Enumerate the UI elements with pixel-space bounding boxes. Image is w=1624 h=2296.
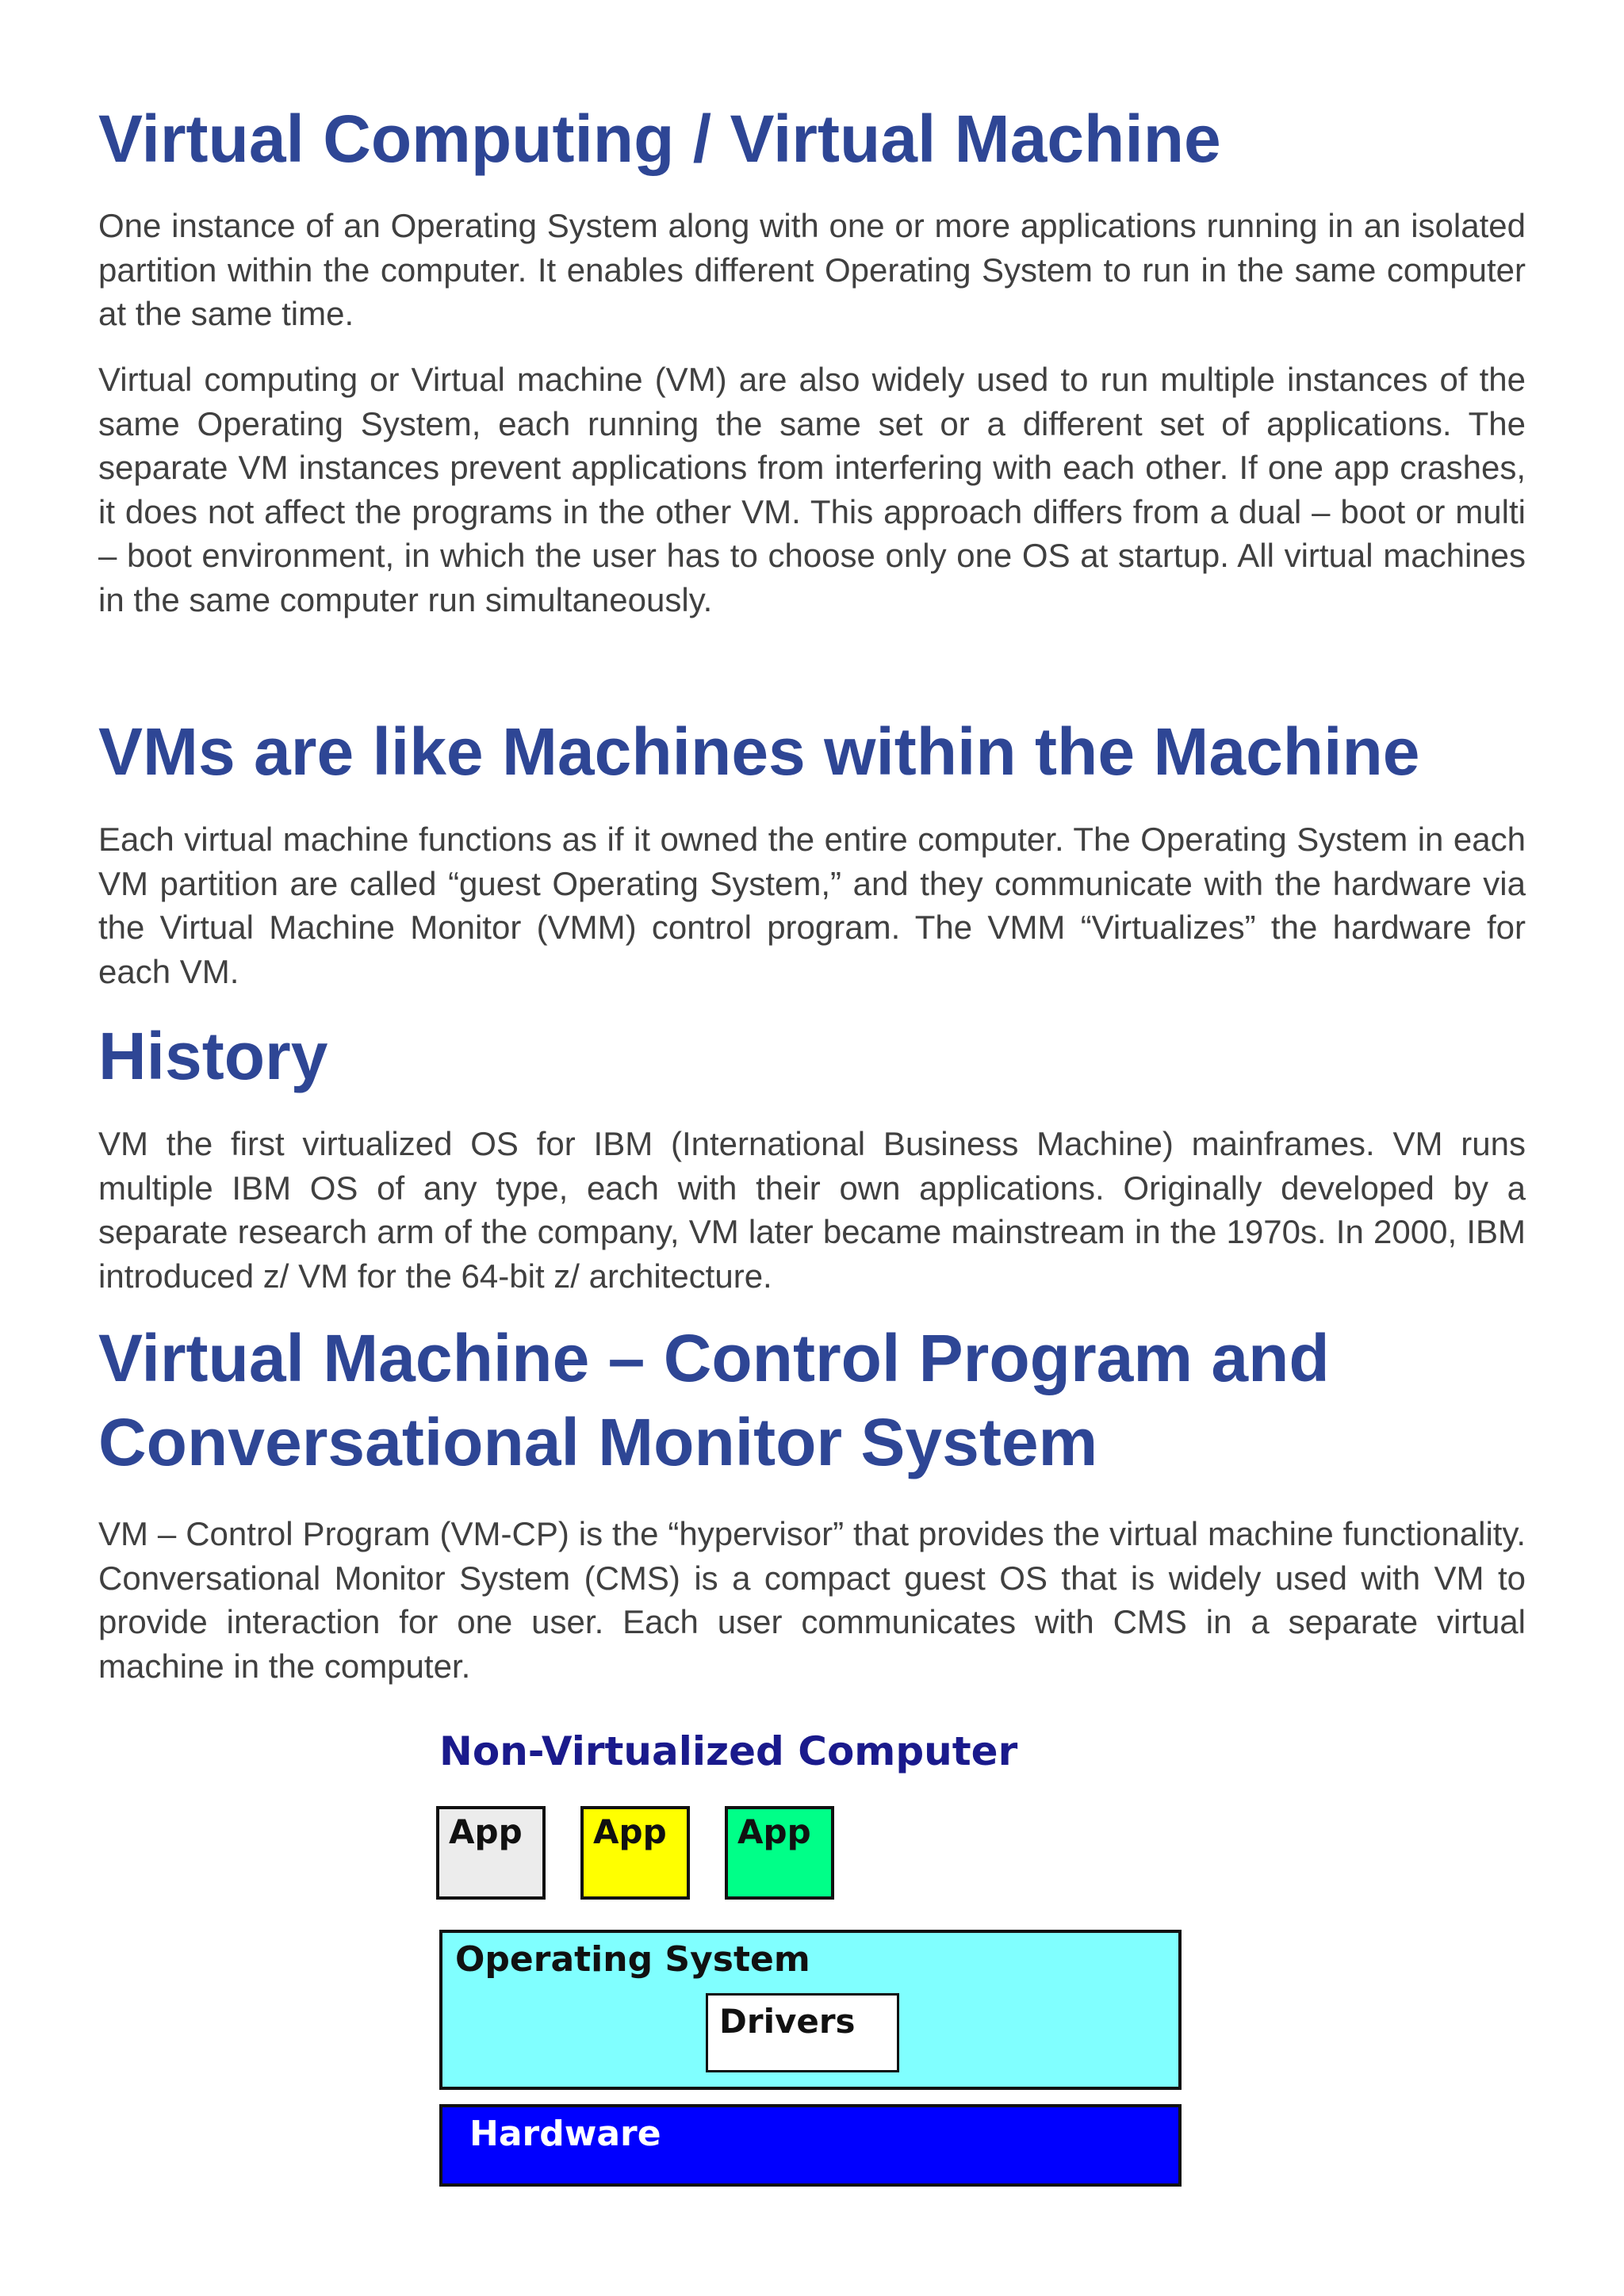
hardware-box: Hardware: [439, 2104, 1182, 2187]
app-box-green: App: [725, 1806, 834, 1900]
app-box-gray: App: [436, 1806, 546, 1900]
paragraph-vm-cp-cms: VM – Control Program (VM-CP) is the “hypervisor” that provides the virtual machine functionality. Conversational Monitor System (CMS) is a compact guest OS that is widely used with VM to provide interaction for one user. Each user communicates with CMS in a separate virtual machine in the computer.: [98, 1515, 1526, 1685]
operating-system-label: Operating System: [455, 1939, 810, 1980]
paragraph-vms-machines: Each virtual machine functions as if it owned the entire computer. The Operating System in each VM partition are called “guest Operating System,” and they communicate with the hardware via the Virtual Machine Monitor (VMM) control program. The VMM “Virtualizes” the hardware for each VM.: [98, 821, 1526, 990]
heading-vms-machines: VMs are like Machines within the Machine: [98, 714, 1420, 789]
drivers-box: Drivers: [706, 1993, 899, 2072]
heading-virtual-computing: Virtual Computing / Virtual Machine: [98, 101, 1221, 176]
diagram-title: Non-Virtualized Computer: [439, 1728, 1018, 1774]
heading-history: History: [98, 1019, 328, 1093]
heading-vm-cp-cms: Virtual Machine – Control Program and Conversational Monitor System: [98, 1321, 1330, 1479]
paragraph-virtual-computing-usage: Virtual computing or Virtual machine (VM) are also widely used to run multiple instances of the same Operating System, each running the same set or a different set of applications. The separate VM instances prevent applications from interfering with each other. If one app crashes, it does not affect the programs in the other VM. This approach differs from a dual – boot or multi – boot environment, in which the user has to choose only one OS at startup. All virtual machines in the same computer run simultaneously.: [98, 361, 1526, 618]
app-box-yellow: App: [580, 1806, 690, 1900]
non-virtualized-computer-diagram: [428, 1720, 1205, 2196]
paragraph-virtual-computing-definition: One instance of an Operating System along with one or more applications running in an isolated partition within the computer. It enables different Operating System to run in the same computer at the same time.: [98, 207, 1526, 332]
paragraph-history: VM the first virtualized OS for IBM (International Business Machine) mainframes. VM runs multiple IBM OS of any type, each with their own applications. Originally developed by a separate research arm of the company, VM later became mainstream in the 1970s. In 2000, IBM introduced z/ VM for the 64-bit z/ architecture.: [98, 1125, 1526, 1295]
